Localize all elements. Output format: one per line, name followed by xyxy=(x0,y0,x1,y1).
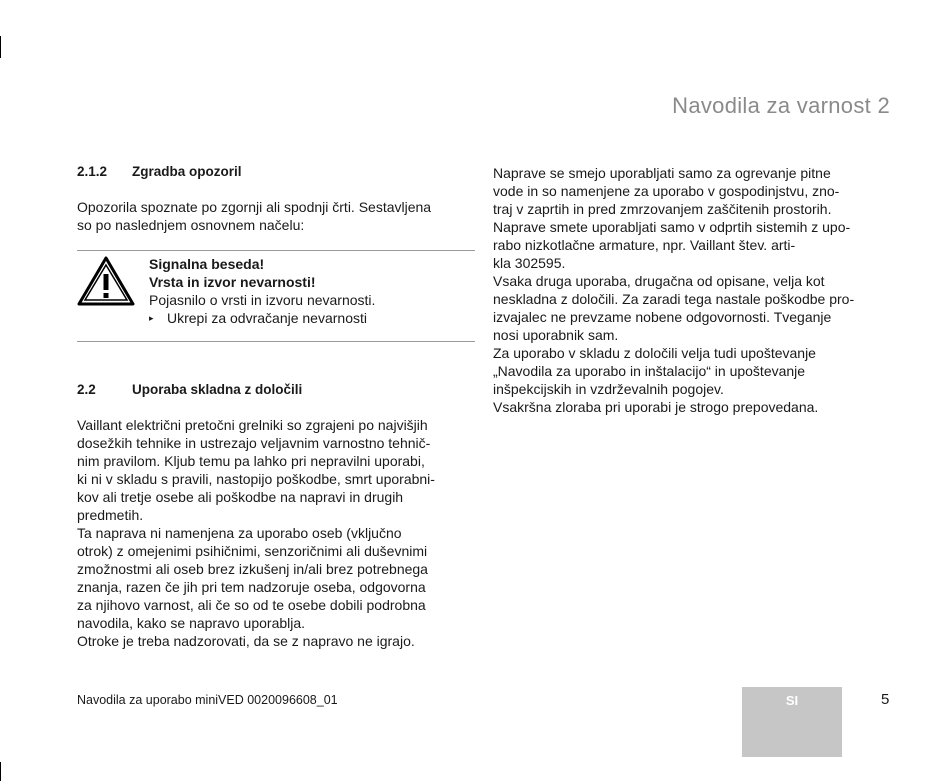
page-title: Navodila za varnost 2 xyxy=(672,93,890,118)
crop-mark-bottom xyxy=(0,762,1,781)
left-column xyxy=(77,164,475,650)
right-column xyxy=(493,164,893,416)
bullet-arrow-icon: ▸ xyxy=(149,313,154,323)
section-title: Zgradba opozoril xyxy=(132,164,242,179)
warning-box xyxy=(77,250,475,342)
body-paragraph: Vaillant električni pretočni grelniki so zgrajeni po najvišjih dosežkih tehnike in ustrezajo veljavnim varnostno tehnič- nim pravilom. Kljub temu pa lahko pri nepravilni uporabi, ki ni v skladu s pravili, nastopijo poškodbe, smrt uporabni- kov ali tretje osebe ali poškodbe na napravi in drugih predmetih. xyxy=(77,417,435,523)
section-number: 2.1.2 xyxy=(77,164,108,179)
intro-paragraph: Opozorila spoznate po zgornji ali spodnji črti. Sestavljena so po naslednjem osnovnem načelu: xyxy=(77,199,432,233)
footer-doc-reference: Navodila za uporabo miniVED 0020096608_01 xyxy=(77,693,338,707)
body-paragraph: Vsaka druga uporaba, drugačna od opisane, velja kot neskladna z določili. Za zaradi tega nastale poškodbe pro- izvajalec ne prevzame nobene odgovornosti. Tveganje nosi uporabnik sam. xyxy=(493,273,855,343)
section-heading-2-2 xyxy=(77,382,475,397)
body-paragraph: Vsakršna zloraba pri uporabi je strogo prepovedana. xyxy=(493,399,819,415)
body-paragraph: Naprave se smejo uporabljati samo za ogrevanje pitne vode in so namenjene za uporabo v gospodinjstvu, zno- traj v zaprtih in pred zmrzovanjem zaščitenih prostorih. xyxy=(493,165,840,217)
warning-triangle-icon xyxy=(77,255,149,327)
section-number: 2.2 xyxy=(77,382,96,397)
measure-text: Ukrepi za odvračanje nevarnosti xyxy=(167,310,367,326)
body-paragraph: Ta naprava ni namenjena za uporabo oseb (vključno otrok) z omejenimi psihičnimi, senzoričnimi ali duševnimi zmožnostmi ali oseb brez izkušenj in/ali brez potrebnega znanja, razen če jih pri tem nadzoruje oseba, odgovorna za njihovo varnost, ali če so od te osebe dobili podrobna navodila, kako se napravo uporablja. xyxy=(77,525,428,631)
language-tab: SI xyxy=(742,687,842,757)
body-paragraph: Otroke je treba nadzorovati, da se z napravo ne igrajo. xyxy=(77,633,415,649)
crop-mark-top xyxy=(0,36,1,58)
hazard-explanation: Pojasnilo o vrsti in izvoru nevarnosti. xyxy=(149,292,376,308)
hazard-type: Vrsta in izvor nevarnosti! xyxy=(149,274,316,290)
measure-line xyxy=(149,309,375,327)
section-heading-2-1-2 xyxy=(77,164,475,179)
warning-text xyxy=(149,255,375,327)
body-paragraph: Za uporabo v skladu z določili velja tudi upoštevanje „Navodila za uporabo in inštalacijo“ in upoštevanje inšpekcijskih in vzdrževalnih pogojev. xyxy=(493,345,816,397)
body-paragraph: Naprave smete uporabljati samo v odprtih sistemih z upo- rabo nizkotlačne armature, npr. Vaillant štev. arti- kla 302595. xyxy=(493,219,851,271)
page-number: 5 xyxy=(881,691,890,708)
section-title: Uporaba skladna z določili xyxy=(132,382,303,397)
signal-word: Signalna beseda! xyxy=(149,256,265,272)
